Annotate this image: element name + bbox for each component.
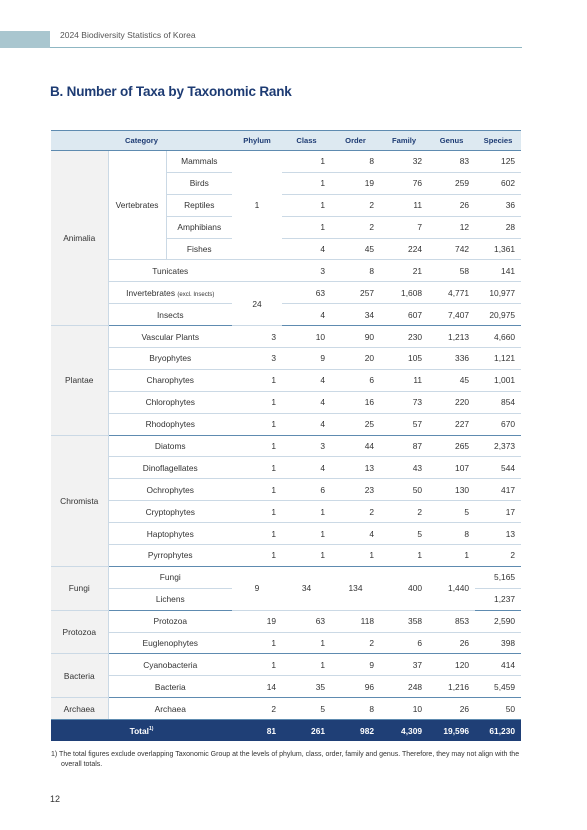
family-value: 76 bbox=[380, 172, 428, 194]
genus-value: 853 bbox=[428, 610, 475, 632]
genus-value: 336 bbox=[428, 348, 475, 370]
order-value: 19 bbox=[331, 172, 380, 194]
family-value: 248 bbox=[380, 676, 428, 698]
genus-value: 1,216 bbox=[428, 676, 475, 698]
class-value: 3 bbox=[282, 435, 331, 457]
class-value: 1 bbox=[282, 523, 331, 545]
taxon-name: Ochrophytes bbox=[108, 479, 232, 501]
class-value: 1 bbox=[282, 632, 331, 654]
total-family: 4,309 bbox=[380, 720, 428, 742]
group-animalia: Animalia bbox=[51, 151, 108, 326]
family-value: 607 bbox=[380, 304, 428, 326]
order-value: 13 bbox=[331, 457, 380, 479]
class-value: 3 bbox=[282, 260, 331, 282]
taxon-name: Dinoflagellates bbox=[108, 457, 232, 479]
genus-value: 26 bbox=[428, 632, 475, 654]
species-value: 1,001 bbox=[475, 369, 521, 391]
class-value: 9 bbox=[282, 348, 331, 370]
class-value: 63 bbox=[282, 282, 331, 304]
table-row bbox=[51, 260, 521, 282]
species-value: 20,975 bbox=[475, 304, 521, 326]
fungi-class: 34 bbox=[282, 566, 331, 610]
taxon-name: Invertebrates bbox=[126, 287, 176, 298]
phylum-value: 1 bbox=[232, 479, 282, 501]
genus-value: 227 bbox=[428, 413, 475, 435]
class-value: 1 bbox=[282, 151, 331, 173]
taxon-name: Lichens bbox=[108, 588, 232, 610]
phylum-value bbox=[232, 260, 282, 282]
phylum-value: 1 bbox=[232, 523, 282, 545]
phylum-value: 1 bbox=[232, 545, 282, 567]
total-label-cell bbox=[51, 720, 232, 742]
order-value: 8 bbox=[331, 260, 380, 282]
group-archaea: Archaea bbox=[51, 698, 108, 720]
order-value: 96 bbox=[331, 676, 380, 698]
table-row bbox=[51, 348, 521, 370]
col-header-genus: Genus bbox=[428, 131, 475, 151]
genus-value: 83 bbox=[428, 151, 475, 173]
species-value: 2,590 bbox=[475, 610, 521, 632]
fungi-phylum: 9 bbox=[232, 566, 282, 610]
total-label: Total bbox=[129, 725, 149, 736]
section-tab-marker bbox=[0, 31, 50, 48]
total-phylum: 81 bbox=[232, 720, 282, 742]
taxon-name: Protozoa bbox=[108, 610, 232, 632]
fungi-genus: 1,440 bbox=[428, 566, 475, 610]
taxon-name: Chlorophytes bbox=[108, 391, 232, 413]
species-value: 141 bbox=[475, 260, 521, 282]
family-value: 50 bbox=[380, 479, 428, 501]
species-value: 670 bbox=[475, 413, 521, 435]
species-value: 50 bbox=[475, 698, 521, 720]
genus-value: 7,407 bbox=[428, 304, 475, 326]
invertebrates-phylum: 24 bbox=[232, 282, 282, 326]
genus-value: 58 bbox=[428, 260, 475, 282]
phylum-value: 1 bbox=[232, 632, 282, 654]
vertebrates-phylum: 1 bbox=[232, 151, 282, 260]
order-value: 34 bbox=[331, 304, 380, 326]
table-row bbox=[51, 391, 521, 413]
phylum-value: 3 bbox=[232, 348, 282, 370]
page-number: 12 bbox=[50, 794, 61, 804]
total-genus: 19,596 bbox=[428, 720, 475, 742]
taxon-name-note: (excl. Insects) bbox=[177, 291, 215, 298]
fungi-order: 134 bbox=[331, 566, 380, 610]
col-header-class: Class bbox=[282, 131, 331, 151]
family-value: 230 bbox=[380, 326, 428, 348]
phylum-value: 2 bbox=[232, 698, 282, 720]
taxon-name: Cryptophytes bbox=[108, 501, 232, 523]
family-value: 10 bbox=[380, 698, 428, 720]
genus-value: 1 bbox=[428, 545, 475, 567]
total-species: 61,230 bbox=[475, 720, 521, 742]
col-header-phylum: Phylum bbox=[232, 131, 282, 151]
taxon-name-cell bbox=[108, 282, 232, 304]
species-value: 417 bbox=[475, 479, 521, 501]
class-value: 1 bbox=[282, 501, 331, 523]
taxon-name: Charophytes bbox=[108, 369, 232, 391]
order-value: 45 bbox=[331, 238, 380, 260]
species-value: 36 bbox=[475, 194, 521, 216]
class-value: 4 bbox=[282, 457, 331, 479]
species-value: 544 bbox=[475, 457, 521, 479]
table-row bbox=[51, 676, 521, 698]
genus-value: 259 bbox=[428, 172, 475, 194]
table-row bbox=[51, 369, 521, 391]
order-value: 8 bbox=[331, 151, 380, 173]
class-value: 6 bbox=[282, 479, 331, 501]
col-header-species: Species bbox=[475, 131, 521, 151]
taxon-name: Diatoms bbox=[108, 435, 232, 457]
table-row bbox=[51, 566, 521, 588]
species-value: 398 bbox=[475, 632, 521, 654]
genus-value: 130 bbox=[428, 479, 475, 501]
taxon-name: Mammals bbox=[166, 151, 232, 173]
genus-value: 45 bbox=[428, 369, 475, 391]
table-header-row bbox=[51, 131, 521, 151]
family-value: 2 bbox=[380, 501, 428, 523]
genus-value: 26 bbox=[428, 194, 475, 216]
taxon-name: Rhodophytes bbox=[108, 413, 232, 435]
order-value: 257 bbox=[331, 282, 380, 304]
family-value: 21 bbox=[380, 260, 428, 282]
table-row bbox=[51, 610, 521, 632]
subgroup-vertebrates: Vertebrates bbox=[108, 151, 166, 260]
phylum-value: 1 bbox=[232, 369, 282, 391]
footnote-line-2: overall totals. bbox=[61, 761, 103, 768]
species-value: 5,165 bbox=[475, 566, 521, 588]
family-value: 37 bbox=[380, 654, 428, 676]
order-value: 8 bbox=[331, 698, 380, 720]
taxon-name: Reptiles bbox=[166, 194, 232, 216]
table-row bbox=[51, 632, 521, 654]
footnote bbox=[51, 750, 521, 770]
table-row bbox=[51, 479, 521, 501]
order-value: 6 bbox=[331, 369, 380, 391]
order-value: 9 bbox=[331, 654, 380, 676]
section-title: B. Number of Taxa by Taxonomic Rank bbox=[50, 84, 292, 99]
phylum-value: 1 bbox=[232, 457, 282, 479]
genus-value: 107 bbox=[428, 457, 475, 479]
genus-value: 26 bbox=[428, 698, 475, 720]
species-value: 13 bbox=[475, 523, 521, 545]
family-value: 1 bbox=[380, 545, 428, 567]
order-value: 16 bbox=[331, 391, 380, 413]
family-value: 73 bbox=[380, 391, 428, 413]
class-value: 4 bbox=[282, 238, 331, 260]
table-row bbox=[51, 304, 521, 326]
group-chromista: Chromista bbox=[51, 435, 108, 566]
family-value: 11 bbox=[380, 369, 428, 391]
phylum-value: 1 bbox=[232, 654, 282, 676]
table-row bbox=[51, 501, 521, 523]
species-value: 1,121 bbox=[475, 348, 521, 370]
class-value: 1 bbox=[282, 194, 331, 216]
total-order: 982 bbox=[331, 720, 380, 742]
col-header-category: Category bbox=[51, 131, 232, 151]
phylum-value: 14 bbox=[232, 676, 282, 698]
taxon-name: Cyanobacteria bbox=[108, 654, 232, 676]
class-value: 4 bbox=[282, 369, 331, 391]
family-value: 7 bbox=[380, 216, 428, 238]
table-row bbox=[51, 457, 521, 479]
class-value: 63 bbox=[282, 610, 331, 632]
genus-value: 4,771 bbox=[428, 282, 475, 304]
col-header-family: Family bbox=[380, 131, 428, 151]
family-value: 32 bbox=[380, 151, 428, 173]
taxa-table bbox=[51, 130, 521, 741]
group-bacteria: Bacteria bbox=[51, 654, 108, 698]
species-value: 125 bbox=[475, 151, 521, 173]
genus-value: 1,213 bbox=[428, 326, 475, 348]
genus-value: 8 bbox=[428, 523, 475, 545]
class-value: 1 bbox=[282, 654, 331, 676]
group-protozoa: Protozoa bbox=[51, 610, 108, 654]
order-value: 2 bbox=[331, 632, 380, 654]
taxon-name: Haptophytes bbox=[108, 523, 232, 545]
taxon-name: Amphibians bbox=[166, 216, 232, 238]
taxon-name: Tunicates bbox=[108, 260, 232, 282]
species-value: 414 bbox=[475, 654, 521, 676]
table-row bbox=[51, 326, 521, 348]
footnote-line-1: 1) The total figures exclude overlapping Taxonomic Group at the levels of phylum, class, order, family and genus. Therefore, they may not align with the bbox=[51, 751, 520, 758]
phylum-value: 3 bbox=[232, 326, 282, 348]
species-value: 602 bbox=[475, 172, 521, 194]
taxon-name: Archaea bbox=[108, 698, 232, 720]
total-class: 261 bbox=[282, 720, 331, 742]
family-value: 43 bbox=[380, 457, 428, 479]
taxon-name: Vascular Plants bbox=[108, 326, 232, 348]
species-value: 1,237 bbox=[475, 588, 521, 610]
family-value: 5 bbox=[380, 523, 428, 545]
order-value: 25 bbox=[331, 413, 380, 435]
col-header-order: Order bbox=[331, 131, 380, 151]
class-value: 35 bbox=[282, 676, 331, 698]
total-row bbox=[51, 720, 521, 742]
phylum-value: 1 bbox=[232, 501, 282, 523]
class-value: 5 bbox=[282, 698, 331, 720]
order-value: 20 bbox=[331, 348, 380, 370]
class-value: 1 bbox=[282, 172, 331, 194]
family-value: 87 bbox=[380, 435, 428, 457]
table-row bbox=[51, 282, 521, 304]
species-value: 1,361 bbox=[475, 238, 521, 260]
taxon-name: Fishes bbox=[166, 238, 232, 260]
genus-value: 265 bbox=[428, 435, 475, 457]
family-value: 57 bbox=[380, 413, 428, 435]
family-value: 6 bbox=[380, 632, 428, 654]
species-value: 854 bbox=[475, 391, 521, 413]
class-value: 1 bbox=[282, 216, 331, 238]
header-rule bbox=[50, 47, 522, 48]
phylum-value: 1 bbox=[232, 391, 282, 413]
table-row bbox=[51, 435, 521, 457]
group-fungi: Fungi bbox=[51, 566, 108, 610]
order-value: 23 bbox=[331, 479, 380, 501]
genus-value: 12 bbox=[428, 216, 475, 238]
taxon-name: Bryophytes bbox=[108, 348, 232, 370]
table-row bbox=[51, 151, 521, 173]
class-value: 4 bbox=[282, 413, 331, 435]
table-row bbox=[51, 413, 521, 435]
taxon-name: Birds bbox=[166, 172, 232, 194]
table-row bbox=[51, 545, 521, 567]
total-footnote-marker: 1) bbox=[148, 725, 154, 732]
species-value: 4,660 bbox=[475, 326, 521, 348]
running-header: 2024 Biodiversity Statistics of Korea bbox=[60, 30, 196, 40]
class-value: 1 bbox=[282, 545, 331, 567]
family-value: 1,608 bbox=[380, 282, 428, 304]
table-row bbox=[51, 698, 521, 720]
species-value: 17 bbox=[475, 501, 521, 523]
group-plantae: Plantae bbox=[51, 326, 108, 435]
taxon-name: Pyrrophytes bbox=[108, 545, 232, 567]
taxon-name: Euglenophytes bbox=[108, 632, 232, 654]
family-value: 11 bbox=[380, 194, 428, 216]
genus-value: 742 bbox=[428, 238, 475, 260]
order-value: 4 bbox=[331, 523, 380, 545]
taxon-name: Fungi bbox=[108, 566, 232, 588]
order-value: 44 bbox=[331, 435, 380, 457]
order-value: 1 bbox=[331, 545, 380, 567]
species-value: 2 bbox=[475, 545, 521, 567]
phylum-value: 1 bbox=[232, 435, 282, 457]
species-value: 28 bbox=[475, 216, 521, 238]
genus-value: 5 bbox=[428, 501, 475, 523]
order-value: 2 bbox=[331, 194, 380, 216]
order-value: 90 bbox=[331, 326, 380, 348]
table-row bbox=[51, 523, 521, 545]
taxon-name: Insects bbox=[108, 304, 232, 326]
family-value: 358 bbox=[380, 610, 428, 632]
genus-value: 120 bbox=[428, 654, 475, 676]
genus-value: 220 bbox=[428, 391, 475, 413]
taxon-name: Bacteria bbox=[108, 676, 232, 698]
class-value: 4 bbox=[282, 304, 331, 326]
order-value: 118 bbox=[331, 610, 380, 632]
phylum-value: 19 bbox=[232, 610, 282, 632]
fungi-family: 400 bbox=[380, 566, 428, 610]
table-row bbox=[51, 654, 521, 676]
class-value: 10 bbox=[282, 326, 331, 348]
species-value: 5,459 bbox=[475, 676, 521, 698]
species-value: 10,977 bbox=[475, 282, 521, 304]
phylum-value: 1 bbox=[232, 413, 282, 435]
order-value: 2 bbox=[331, 216, 380, 238]
order-value: 2 bbox=[331, 501, 380, 523]
species-value: 2,373 bbox=[475, 435, 521, 457]
family-value: 105 bbox=[380, 348, 428, 370]
class-value: 4 bbox=[282, 391, 331, 413]
family-value: 224 bbox=[380, 238, 428, 260]
